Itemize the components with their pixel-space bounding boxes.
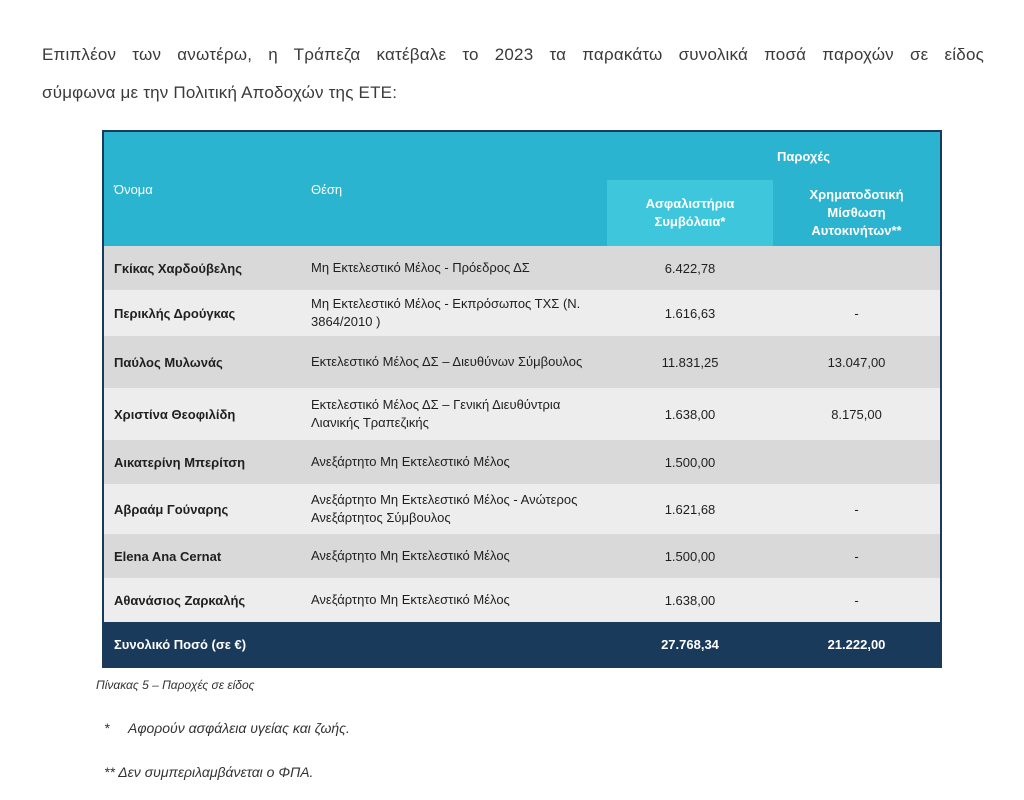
column-header-insurance: Ασφαλιστήρια Συμβόλαια* [607, 180, 773, 246]
cell-name: Χριστίνα Θεοφιλίδη [103, 388, 289, 440]
table-row [103, 578, 941, 622]
table-row [103, 440, 941, 484]
cell-position: Μη Εκτελεστικό Μέλος - Πρόεδρος ΔΣ [289, 246, 607, 290]
cell-insurance: 1.616,63 [607, 290, 773, 336]
table-row [103, 246, 941, 290]
cell-position: Μη Εκτελεστικό Μέλος - Εκπρόσωπος ΤΧΣ (Ν. 3864/2010 ) [289, 290, 607, 336]
table-row [103, 534, 941, 578]
cell-insurance: 11.831,25 [607, 336, 773, 388]
total-lease: 21.222,00 [773, 622, 941, 667]
cell-insurance: 1.621,68 [607, 484, 773, 534]
cell-position: Ανεξάρτητο Μη Εκτελεστικό Μέλος - Ανώτερος Ανεξάρτητος Σύμβουλος [289, 484, 607, 534]
benefits-table [102, 130, 942, 668]
table-caption: Πίνακας 5 – Παροχές σε είδος [96, 678, 255, 692]
cell-insurance: 1.500,00 [607, 440, 773, 484]
table-row [103, 484, 941, 534]
cell-position: Εκτελεστικό Μέλος ΔΣ – Διευθύνων Σύμβουλος [289, 336, 607, 388]
cell-name: Αικατερίνη Μπερίτση [103, 440, 289, 484]
cell-insurance: 1.638,00 [607, 578, 773, 622]
total-insurance: 27.768,34 [607, 622, 773, 667]
cell-lease [773, 246, 941, 290]
cell-name: Αθανάσιος Ζαρκαλής [103, 578, 289, 622]
cell-name: Αβραάμ Γούναρης [103, 484, 289, 534]
cell-position: Εκτελεστικό Μέλος ΔΣ – Γενική Διευθύντρια Λιανικής Τραπεζικής [289, 388, 607, 440]
table-header-group-row [103, 131, 941, 180]
column-header-name: Όνομα [103, 131, 289, 246]
table-row [103, 388, 941, 440]
footnote-marker: * [104, 720, 110, 736]
cell-name: Παύλος Μυλωνάς [103, 336, 289, 388]
footnote-insurance [104, 720, 350, 736]
footnote-vat: ** Δεν συμπεριλαμβάνεται ο ΦΠΑ. [104, 764, 314, 780]
cell-position: Ανεξάρτητο Μη Εκτελεστικό Μέλος [289, 440, 607, 484]
intro-paragraph [42, 36, 984, 112]
cell-lease [773, 440, 941, 484]
cell-lease: - [773, 290, 941, 336]
table-row [103, 336, 941, 388]
cell-insurance: 1.638,00 [607, 388, 773, 440]
intro-line-1: Επιπλέον των ανωτέρω, η Τράπεζα κατέβαλε το 2023 τα παρακάτω συνολικά ποσά παροχών σε είδος [42, 45, 984, 64]
cell-insurance: 6.422,78 [607, 246, 773, 290]
cell-position: Ανεξάρτητο Μη Εκτελεστικό Μέλος [289, 534, 607, 578]
cell-insurance: 1.500,00 [607, 534, 773, 578]
table-row [103, 290, 941, 336]
column-header-position: Θέση [289, 131, 607, 246]
intro-line-2: σύμφωνα με την Πολιτική Αποδοχών της ΕΤΕ: [42, 83, 398, 102]
cell-position: Ανεξάρτητο Μη Εκτελεστικό Μέλος [289, 578, 607, 622]
column-header-benefits-group: Παροχές [607, 131, 941, 180]
cell-lease: - [773, 578, 941, 622]
cell-lease: 8.175,00 [773, 388, 941, 440]
total-label: Συνολικό Ποσό (σε €) [103, 622, 607, 667]
cell-name: Γκίκας Χαρδούβελης [103, 246, 289, 290]
cell-name: Elena Ana Cernat [103, 534, 289, 578]
cell-lease: - [773, 534, 941, 578]
cell-lease: - [773, 484, 941, 534]
footnote-insurance-text: Αφορούν ασφάλεια υγείας και ζωής. [128, 720, 350, 736]
column-header-car-lease: Χρηματοδοτική Μίσθωση Αυτοκινήτων** [773, 180, 941, 246]
cell-lease: 13.047,00 [773, 336, 941, 388]
cell-name: Περικλής Δρούγκας [103, 290, 289, 336]
table-total-row [103, 622, 941, 667]
